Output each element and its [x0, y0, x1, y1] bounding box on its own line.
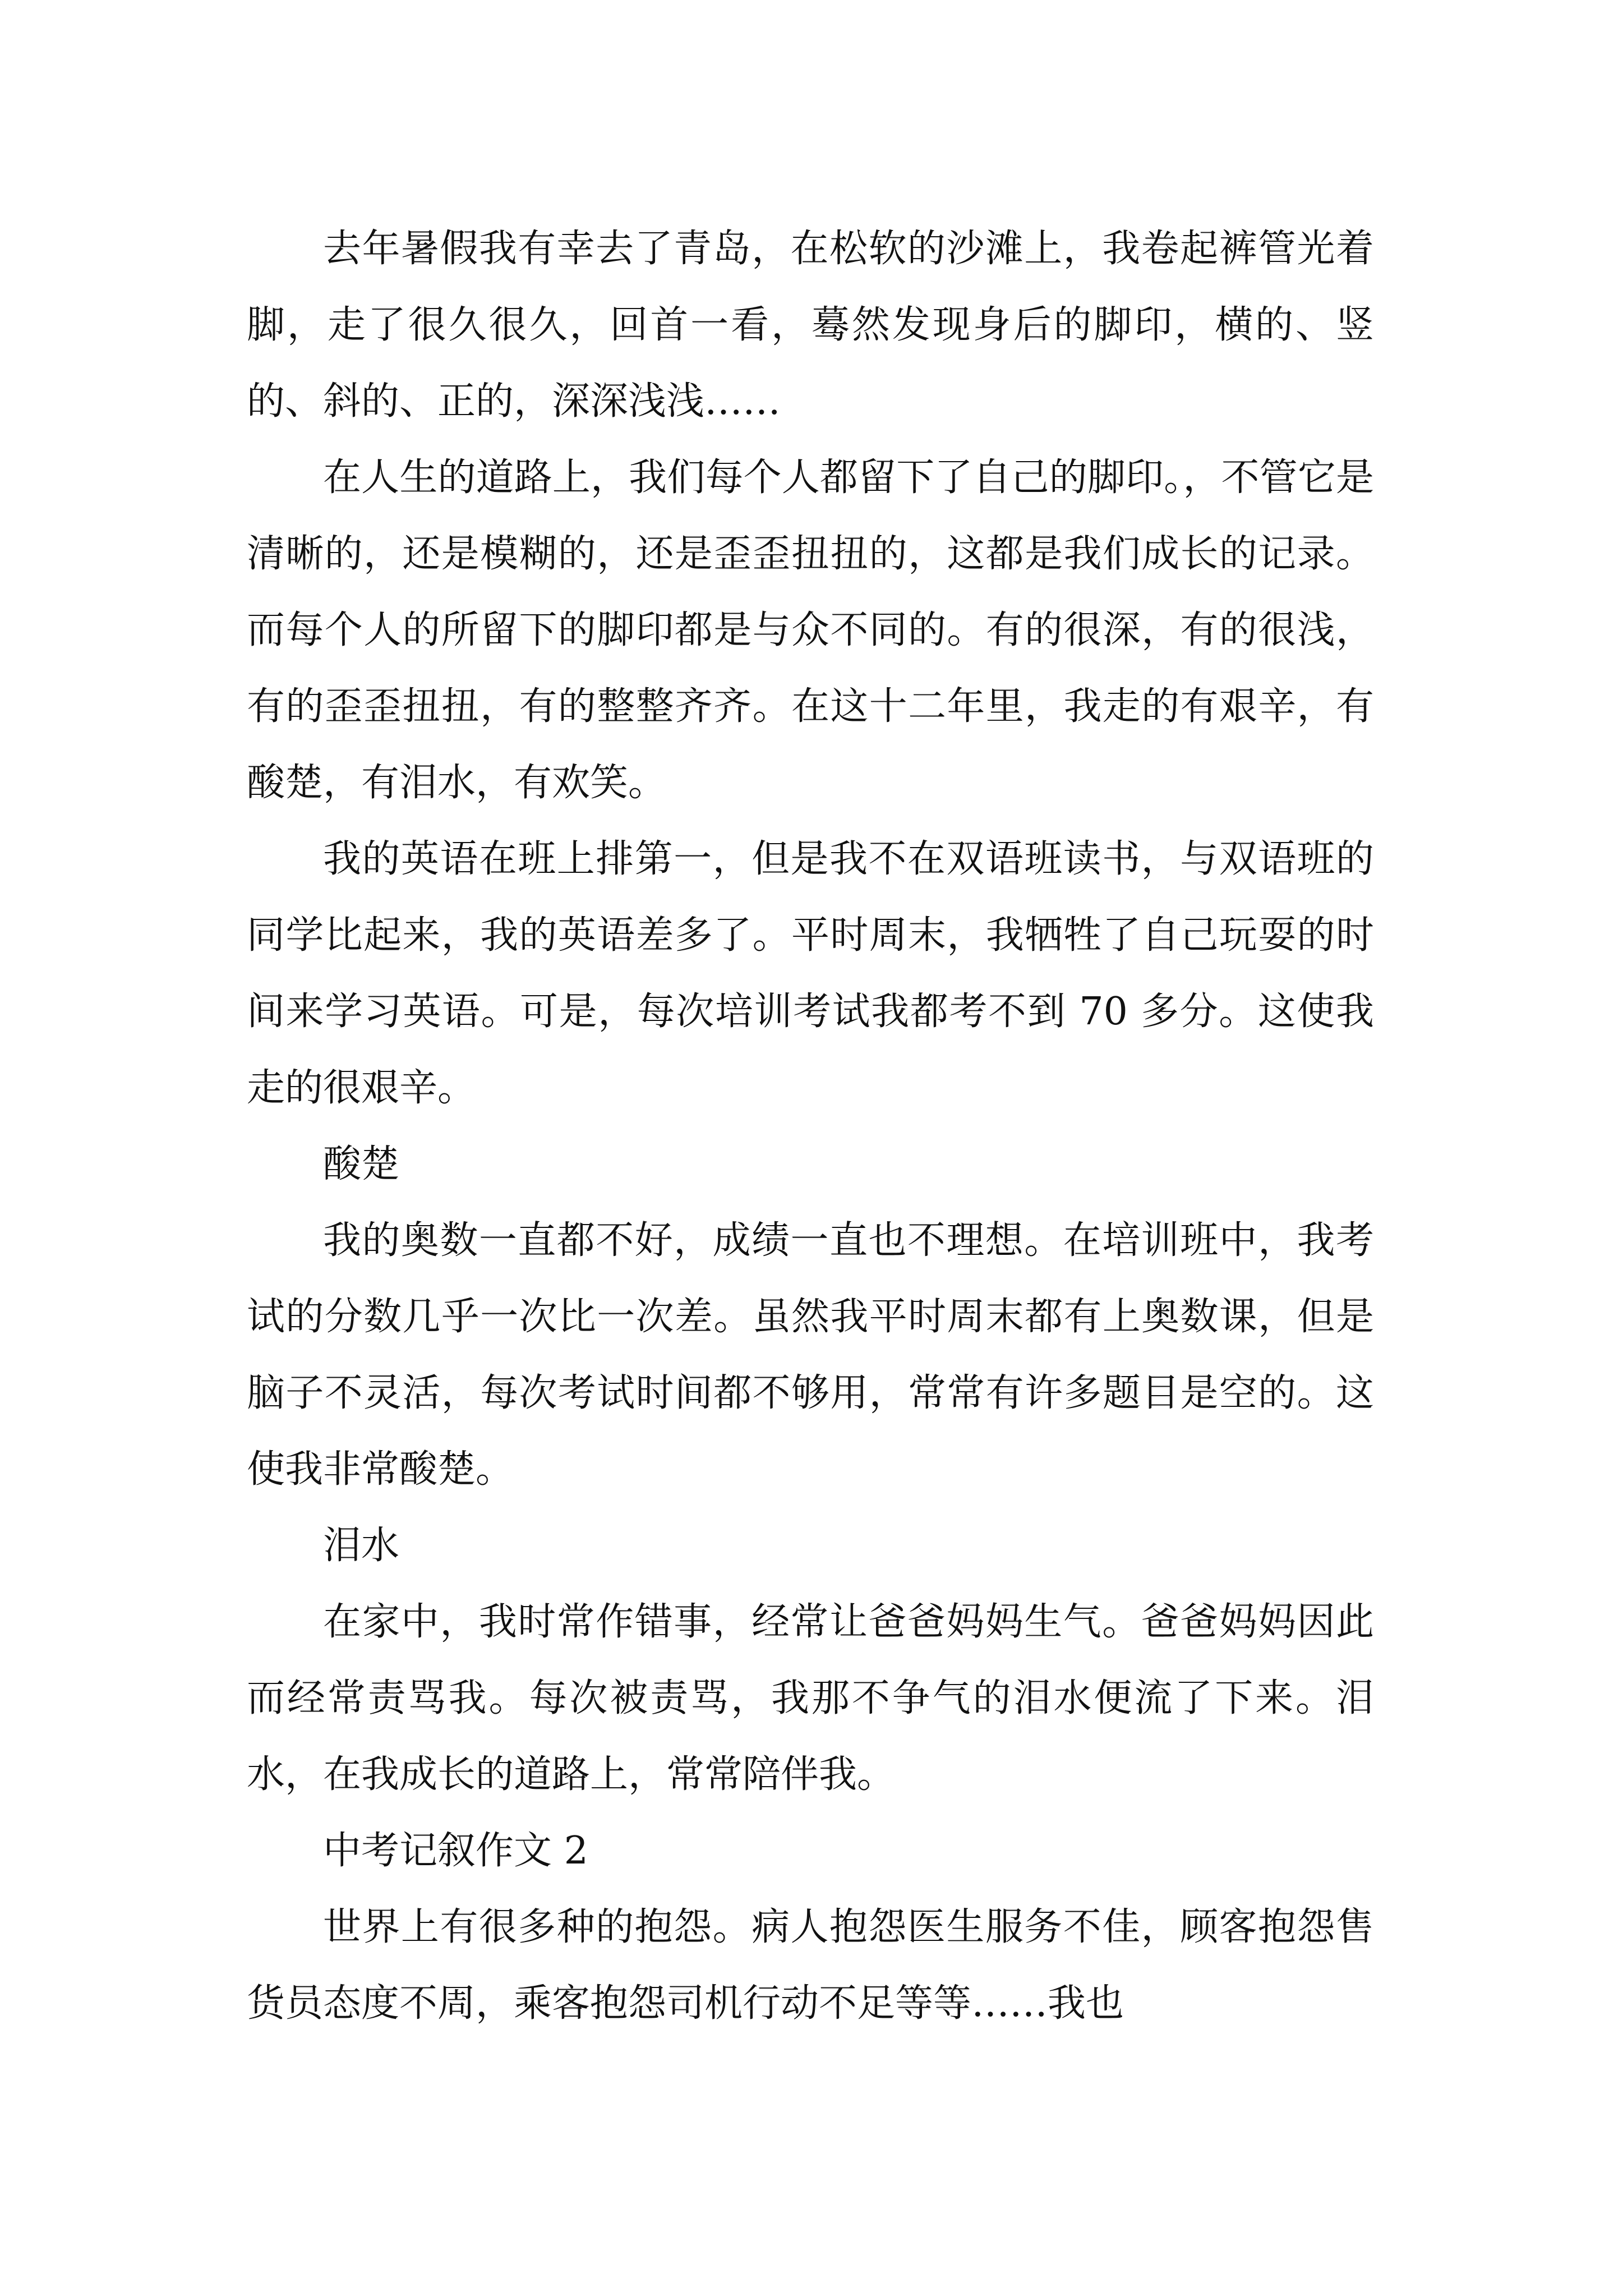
- section-heading-tears: 泪水: [323, 1524, 400, 1568]
- paragraph-4: 我的奥数一直都不好，成绩一直也不理想。在培训班中，我考试的分数几乎一次比一次差。虽然我平时周末都有上奥数课，但是脑子不灵活，每次考试时间都不够用，常常有许多题目是空的。这使我非常酸楚。: [247, 1218, 1374, 1492]
- paragraph-1: 去年暑假我有幸去了青岛，在松软的沙滩上，我卷起裤管光着脚，走了很久很久，回首一看，蓦然发现身后的脚印，横的、竖的、斜的、正的，深深浅浅……: [247, 227, 1374, 424]
- paragraph-5: 在家中，我时常作错事，经常让爸爸妈妈生气。爸爸妈妈因此而经常责骂我。每次被责骂，我那不争气的泪水便流了下来。泪水，在我成长的道路上，常常陪伴我。: [247, 1600, 1374, 1797]
- essay-title-2: 中考记叙作文 2: [323, 1829, 588, 1873]
- document-body: [247, 211, 1374, 2042]
- section-heading-sour: 酸楚: [323, 1142, 400, 1186]
- paragraph-6: 世界上有很多种的抱怨。病人抱怨医生服务不佳，顾客抱怨售货员态度不周，乘客抱怨司机行动不足等等……我也: [247, 1905, 1374, 2026]
- paragraph-3: 我的英语在班上排第一，但是我不在双语班读书，与双语班的同学比起来，我的英语差多了。平时周末，我牺牲了自己玩耍的时间来学习英语。可是，每次培训考试我都考不到 70 多分。这使我走的很艰辛。: [247, 837, 1374, 1110]
- paragraph-2: 在人生的道路上，我们每个人都留下了自己的脚印。，不管它是清晰的，还是模糊的，还是歪歪扭扭的，这都是我们成长的记录。而每个人的所留下的脚印都是与众不同的。有的很深，有的很浅，有的歪歪扭扭，有的整整齐齐。在这十二年里，我走的有艰辛，有酸楚，有泪水，有欢笑。: [247, 455, 1374, 805]
